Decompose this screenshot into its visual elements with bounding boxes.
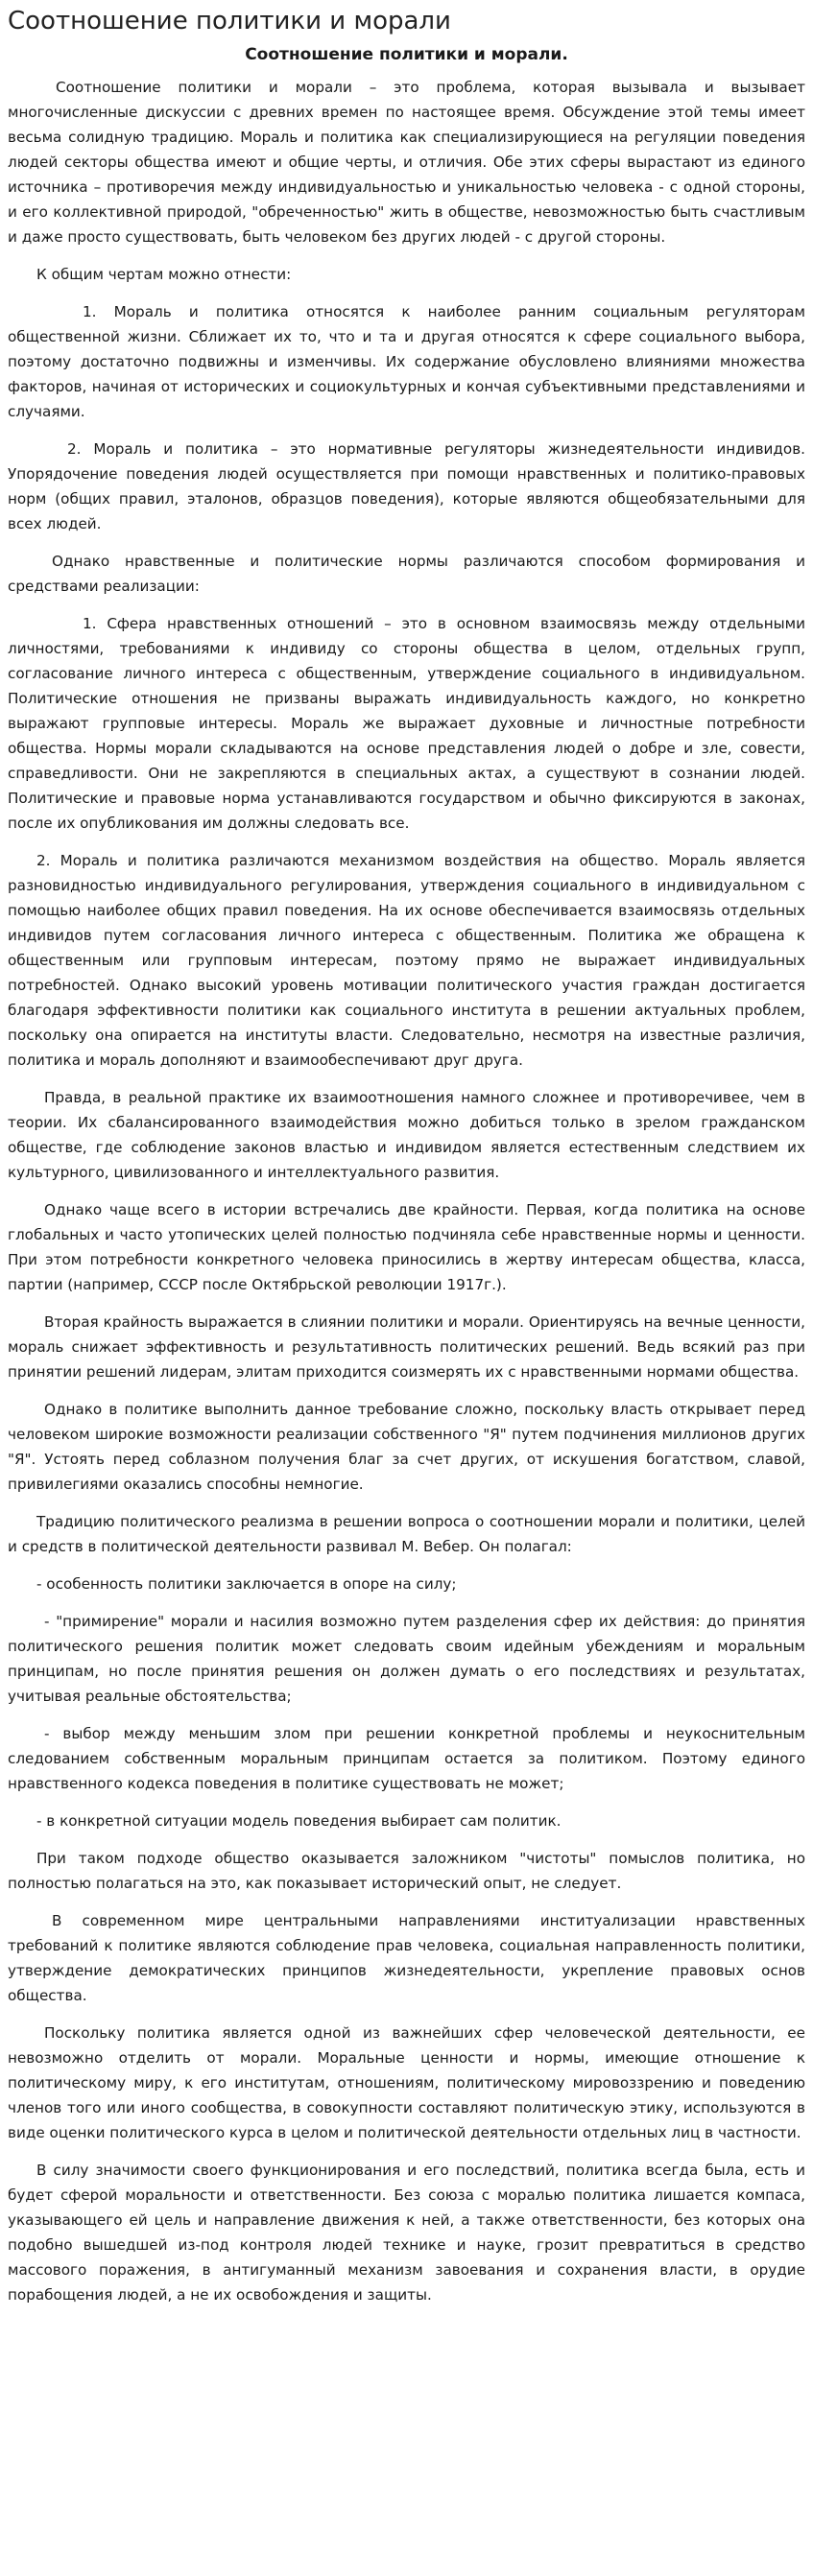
paragraph: Соотношение политики и морали – это проблема, которая вызывала и вызывает многочисленные дискуссии с древних времен по настоящее время. Обсуждение этой темы имеет весьма солидную традицию. Мораль и политика как специализирующиеся на регуляции поведения людей секторы общества имеют и общие черты, и отличия. Обе этих сферы вырастают из единого источника – противоречия между индивидуальностью и уникальностью человека - с одной стороны, и его коллективной природой, "обреченностью" жить в обществе, невозможностью быть счастливым и даже просто существовать, быть человеком без других людей - с другой стороны.	[8, 79, 805, 246]
paragraph: 1. Сфера нравственных отношений – это в основном взаимосвязь между отдельными личностями, требованиями к индивиду со стороны общества в целом, отдельных групп, согласование личного интереса с общественным, утверждение социального в индивидуальном. Политические отношения не призваны выражать индивидуальность каждого, но конкретно выражают групповые интересы. Мораль же выражает духовные и личностные потребности общества. Нормы морали складываются на основе представления людей о добре и зле, совести, справедливости. Они не закрепляются в специальных актах, а существуют в сознании людей. Политические и правовые норма устанавливаются государством и обычно фиксируются в законах, после их опубликования им должны следовать все.	[8, 615, 805, 832]
paragraph: В современном мире центральными направлениями институализации нравственных требований к политике являются соблюдение прав человека, социальная направленность политики, утверждение демократических принципов жизнедеятельности, укрепление правовых основ общества.	[8, 1912, 805, 2004]
paragraph: Поскольку политика является одной из важнейших сфер человеческой деятельности, ее невозможно отделить от морали. Моральные ценности и нормы, имеющие отношение к политическому миру, к его институтам, отношениям, политическому мировоззрению и поведению членов того или иного сообщества, в совокупности составляют политическую этику, используются в виде оценки политического курса в целом и политической деятельности отдельных лиц в частности.	[8, 2024, 805, 2141]
paragraph: Традицию политического реализма в решении вопроса о соотношении морали и политики, целей и средств в политической деятельности развивал М. Вебер. Он полагал:	[8, 1513, 805, 1555]
paragraph: Вторая крайность выражается в слиянии политики и морали. Ориентируясь на вечные ценности, мораль снижает эффективность и результативность политических решений. Ведь всякий раз при принятии решений лидерам, элитам приходится соизмерять их с нравственными нормами общества.	[8, 1313, 805, 1381]
paragraph: - особенность политики заключается в опоре на силу;	[36, 1575, 457, 1593]
paragraph: При таком подходе общество оказывается заложником "чистоты" помыслов политика, но полностью полагаться на это, как показывает исторический опыт, не следует.	[8, 1850, 805, 1892]
paragraph: Однако нравственные и политические нормы различаются способом формирования и средствами реализации:	[8, 553, 805, 595]
page-title: Соотношение политики и морали	[8, 7, 451, 35]
paragraph: 2. Мораль и политика различаются механизмом воздействия на общество. Мораль является разновидностью индивидуального регулирования, утверждения социального в индивидуальном с помощью наиболее общих правил поведения. На их основе обеспечивается взаимосвязь отдельных индивидов путем согласования личного интереса с общественным. Политика же обращена к общественным или групповым интересам, поэтому прямо не выражает индивидуальных потребностей. Однако высокий уровень мотивации политического участия граждан достигается благодаря эффективности политики как социального института в решении актуальных проблем, поскольку она опирается на институты власти. Следовательно, несмотря на известные различия, политика и мораль дополняют и взаимообеспечивают друг друга.	[8, 852, 805, 1069]
paragraph: 1. Мораль и политика относятся к наиболее ранним социальным регуляторам общественной жизни. Сближает их то, что и та и другая относятся к сфере социального выбора, поэтому достаточно подвижны и изменчивы. Их содержание обусловлено влияниями множества факторов, начиная от исторических и социокультурных и кончая субъективными представлениями и случаями.	[8, 303, 805, 420]
paragraph: В силу значимости своего функционирования и его последствий, политика всегда была, есть и будет сферой моральности и ответственности. Без союза с моралью политика лишается компаса, указывающего ей цель и направление движения к ней, а также ответственности, без которых она подобно вышедшей из-под контроля людей технике и науке, грозит превратиться в средство массового поражения, в антигуманный механизм завоевания и сохранения власти, в орудие порабощения людей, а не их освобождения и защиты.	[8, 2162, 805, 2304]
paragraph: 2. Мораль и политика – это нормативные регуляторы жизнедеятельности индивидов. Упорядочение поведения людей осуществляется при помощи нравственных и политико-правовых норм (общих правил, эталонов, образцов поведения), которые являются общеобязательными для всех людей.	[8, 440, 805, 532]
paragraph: - в конкретной ситуации модель поведения выбирает сам политик.	[36, 1812, 562, 1830]
paragraph: - выбор между меньшим злом при решении конкретной проблемы и неукоснительным следованием собственным моральным принципам остается за политиком. Поэтому единого нравственного кодекса поведения в политике существовать не может;	[8, 1725, 805, 1792]
paragraph: Правда, в реальной практике их взаимоотношения намного сложнее и противоречивее, чем в теории. Их сбалансированного взаимодействия можно добиться только в зрелом гражданском обществе, где соблюдение законов властью и индивидом является естественным следствием их культурного, цивилизованного и интеллектуального развития.	[8, 1089, 805, 1181]
paragraph: - "примирение" морали и насилия возможно путем разделения сфер их действия: до принятия политического решения политик может следовать своим идейным убеждениям и моральным принципам, но после принятия решения он должен думать о его последствиях и результатах, учитывая реальные обстоятельства;	[8, 1613, 805, 1705]
document-title: Соотношение политики и морали.	[245, 45, 568, 64]
paragraph: Однако в политике выполнить данное требование сложно, поскольку власть открывает перед человеком широкие возможности реализации собственного "Я" путем подчинения миллионов других "Я". Устоять перед соблазном получения благ за счет других, от искушения богатством, славой, привилегиями оказались способны немногие.	[8, 1401, 805, 1493]
document-body	[8, 75, 805, 2307]
paragraph: К общим чертам можно отнести:	[36, 266, 292, 283]
paragraph: Однако чаще всего в истории встречались две крайности. Первая, когда политика на основе глобальных и часто утопических целей полностью подчиняла себе нравственные нормы и ценности. При этом потребности конкретного человека приносились в жертву интересам общества, класса, партии (например, СССР после Октябрьской революции 1917г.).	[8, 1201, 805, 1293]
